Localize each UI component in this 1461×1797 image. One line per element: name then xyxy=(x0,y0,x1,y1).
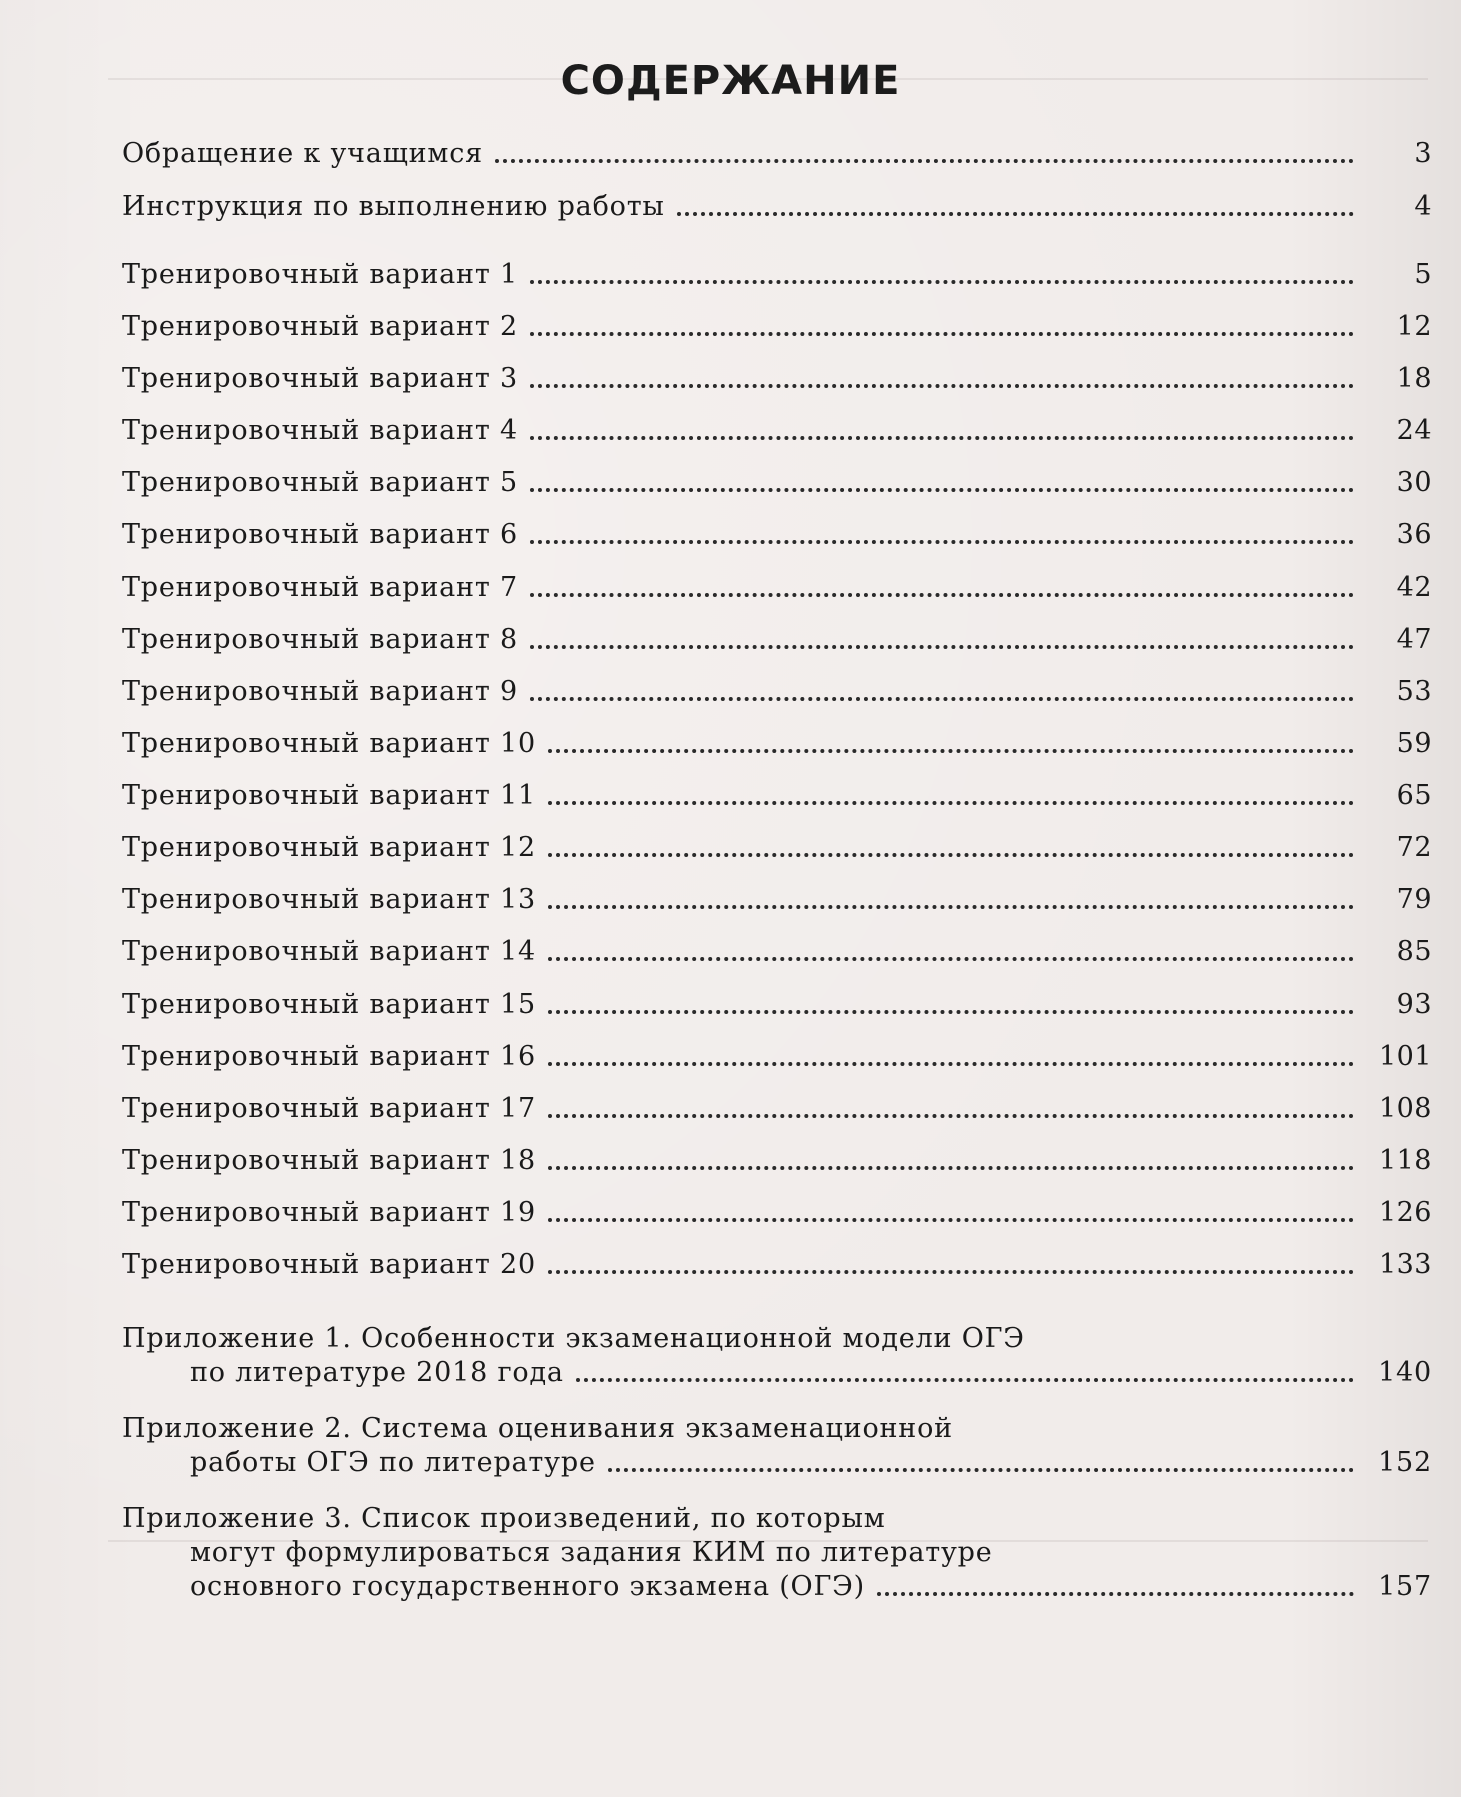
toc-entry-label: Тренировочный вариант 8 xyxy=(122,624,518,655)
toc-entry-page: 72 xyxy=(1396,832,1432,863)
toc-entry[interactable] xyxy=(122,1040,1432,1074)
dot-leader xyxy=(548,749,1354,753)
toc-entry[interactable] xyxy=(122,362,1432,396)
dot-leader xyxy=(576,1378,1354,1382)
toc-entry-label: Тренировочный вариант 11 xyxy=(122,780,536,811)
toc-entry-label: Тренировочный вариант 10 xyxy=(122,728,536,759)
toc-entry-label: Тренировочный вариант 2 xyxy=(122,311,518,342)
dot-leader xyxy=(548,905,1354,909)
toc-entry[interactable] xyxy=(122,779,1432,813)
toc-entry[interactable] xyxy=(122,571,1432,605)
toc-entry-label: Тренировочный вариант 13 xyxy=(122,884,536,915)
toc-appendix-line: по литературе 2018 года xyxy=(190,1357,564,1388)
dot-leader xyxy=(548,1114,1354,1118)
toc-entry[interactable] xyxy=(122,466,1432,500)
toc-entry-page: 53 xyxy=(1396,676,1432,707)
toc-appendix-line: могут формулироваться задания КИМ по литературе xyxy=(190,1537,993,1568)
toc-entry-page: 140 xyxy=(1378,1357,1432,1388)
toc-appendix-last-line xyxy=(122,1356,1432,1390)
dot-leader xyxy=(530,697,1354,701)
dot-leader xyxy=(877,1592,1354,1596)
toc-entry[interactable] xyxy=(122,1196,1432,1230)
toc-entry[interactable] xyxy=(122,988,1432,1022)
toc-entry-page: 36 xyxy=(1396,519,1432,550)
toc-entry[interactable] xyxy=(122,1092,1432,1126)
toc-entry-page: 65 xyxy=(1396,780,1432,811)
toc-entry[interactable] xyxy=(122,1144,1432,1178)
toc-appendix-line: Приложение 3. Список произведений, по которым xyxy=(122,1503,886,1534)
toc-entry-label: Тренировочный вариант 3 xyxy=(122,363,518,394)
toc-entry-page: 4 xyxy=(1414,191,1432,222)
toc-entry[interactable] xyxy=(122,137,1432,171)
toc-entry-label: Тренировочный вариант 18 xyxy=(122,1145,536,1176)
toc-entry-page: 3 xyxy=(1414,138,1432,169)
toc-entry-page: 101 xyxy=(1378,1041,1432,1072)
toc-entry[interactable] xyxy=(122,727,1432,761)
toc-entry[interactable] xyxy=(122,831,1432,865)
page-title: СОДЕРЖАНИЕ xyxy=(560,58,901,104)
dot-leader xyxy=(530,540,1354,544)
dot-leader xyxy=(548,1062,1354,1066)
toc-entry[interactable] xyxy=(122,518,1432,552)
dot-leader xyxy=(530,384,1354,388)
toc-entry-label: Тренировочный вариант 14 xyxy=(122,936,536,967)
dot-leader xyxy=(530,280,1354,284)
toc-entry[interactable] xyxy=(122,883,1432,917)
toc-entry-page: 93 xyxy=(1396,989,1432,1020)
toc-entry[interactable] xyxy=(122,1248,1432,1282)
toc-entry-page: 24 xyxy=(1396,415,1432,446)
dot-leader xyxy=(548,1166,1354,1170)
toc-appendix-line: работы ОГЭ по литературе xyxy=(190,1447,596,1478)
toc-entry[interactable] xyxy=(122,675,1432,709)
toc-entry-page: 126 xyxy=(1378,1197,1432,1228)
toc-entry-page: 152 xyxy=(1378,1447,1432,1478)
toc-entry-page: 12 xyxy=(1396,311,1432,342)
toc-entry-label: Тренировочный вариант 15 xyxy=(122,989,536,1020)
toc-appendix-last-line xyxy=(122,1570,1432,1604)
toc-entry[interactable] xyxy=(122,935,1432,969)
toc-entry-page: 133 xyxy=(1378,1249,1432,1280)
toc-entry-page: 79 xyxy=(1396,884,1432,915)
toc-entry-page: 59 xyxy=(1396,728,1432,759)
toc-entry-label: Тренировочный вариант 1 xyxy=(122,259,518,290)
toc-entry[interactable] xyxy=(122,190,1432,224)
toc-entry-page: 157 xyxy=(1378,1571,1432,1602)
dot-leader xyxy=(548,853,1354,857)
toc-entry-label: Тренировочный вариант 20 xyxy=(122,1249,536,1280)
toc-entry-page: 108 xyxy=(1378,1093,1432,1124)
toc-entry-label: Тренировочный вариант 5 xyxy=(122,467,518,498)
toc-entry-label: Тренировочный вариант 17 xyxy=(122,1093,536,1124)
toc-entry-label: Инструкция по выполнению работы xyxy=(122,191,665,222)
dot-leader xyxy=(548,1270,1354,1274)
toc-appendix-entry[interactable] xyxy=(122,1412,1432,1480)
toc-entry-page: 118 xyxy=(1378,1145,1432,1176)
toc-entry-label: Тренировочный вариант 4 xyxy=(122,415,518,446)
toc-entry[interactable] xyxy=(122,310,1432,344)
toc-entry-label: Тренировочный вариант 19 xyxy=(122,1197,536,1228)
toc-appendix-line: Приложение 2. Система оценивания экзаменационной xyxy=(122,1413,953,1444)
toc-entry[interactable] xyxy=(122,414,1432,448)
toc-entry-label: Тренировочный вариант 9 xyxy=(122,676,518,707)
toc-appendix-entry[interactable] xyxy=(122,1502,1432,1604)
dot-leader xyxy=(530,593,1354,597)
dot-leader xyxy=(530,436,1354,440)
toc-entry-page: 30 xyxy=(1396,467,1432,498)
toc-entry-page: 18 xyxy=(1396,363,1432,394)
toc-entry-page: 85 xyxy=(1396,936,1432,967)
toc-entry[interactable] xyxy=(122,258,1432,292)
dot-leader xyxy=(677,212,1354,216)
toc-entry-page: 42 xyxy=(1396,572,1432,603)
dot-leader xyxy=(495,159,1354,163)
toc-entry-label: Тренировочный вариант 7 xyxy=(122,572,518,603)
toc-entry[interactable] xyxy=(122,623,1432,657)
toc-entry-label: Обращение к учащимся xyxy=(122,138,483,169)
dot-leader xyxy=(548,1010,1354,1014)
toc-appendix-line: основного государственного экзамена (ОГЭ) xyxy=(190,1571,865,1602)
dot-leader xyxy=(548,1218,1354,1222)
dot-leader xyxy=(548,957,1354,961)
dot-leader xyxy=(530,488,1354,492)
toc-entry-label: Тренировочный вариант 6 xyxy=(122,519,518,550)
dot-leader xyxy=(530,645,1354,649)
toc-appendix-entry[interactable] xyxy=(122,1322,1432,1390)
toc-entry-label: Тренировочный вариант 12 xyxy=(122,832,536,863)
toc-entry-label: Тренировочный вариант 16 xyxy=(122,1041,536,1072)
toc-appendix-last-line xyxy=(122,1446,1432,1480)
toc-entry-page: 5 xyxy=(1414,259,1432,290)
dot-leader xyxy=(548,801,1354,805)
dot-leader xyxy=(608,1468,1354,1472)
dot-leader xyxy=(530,332,1354,336)
toc-appendix-line: Приложение 1. Особенности экзаменационной модели ОГЭ xyxy=(122,1323,1025,1354)
toc-entry-page: 47 xyxy=(1396,624,1432,655)
